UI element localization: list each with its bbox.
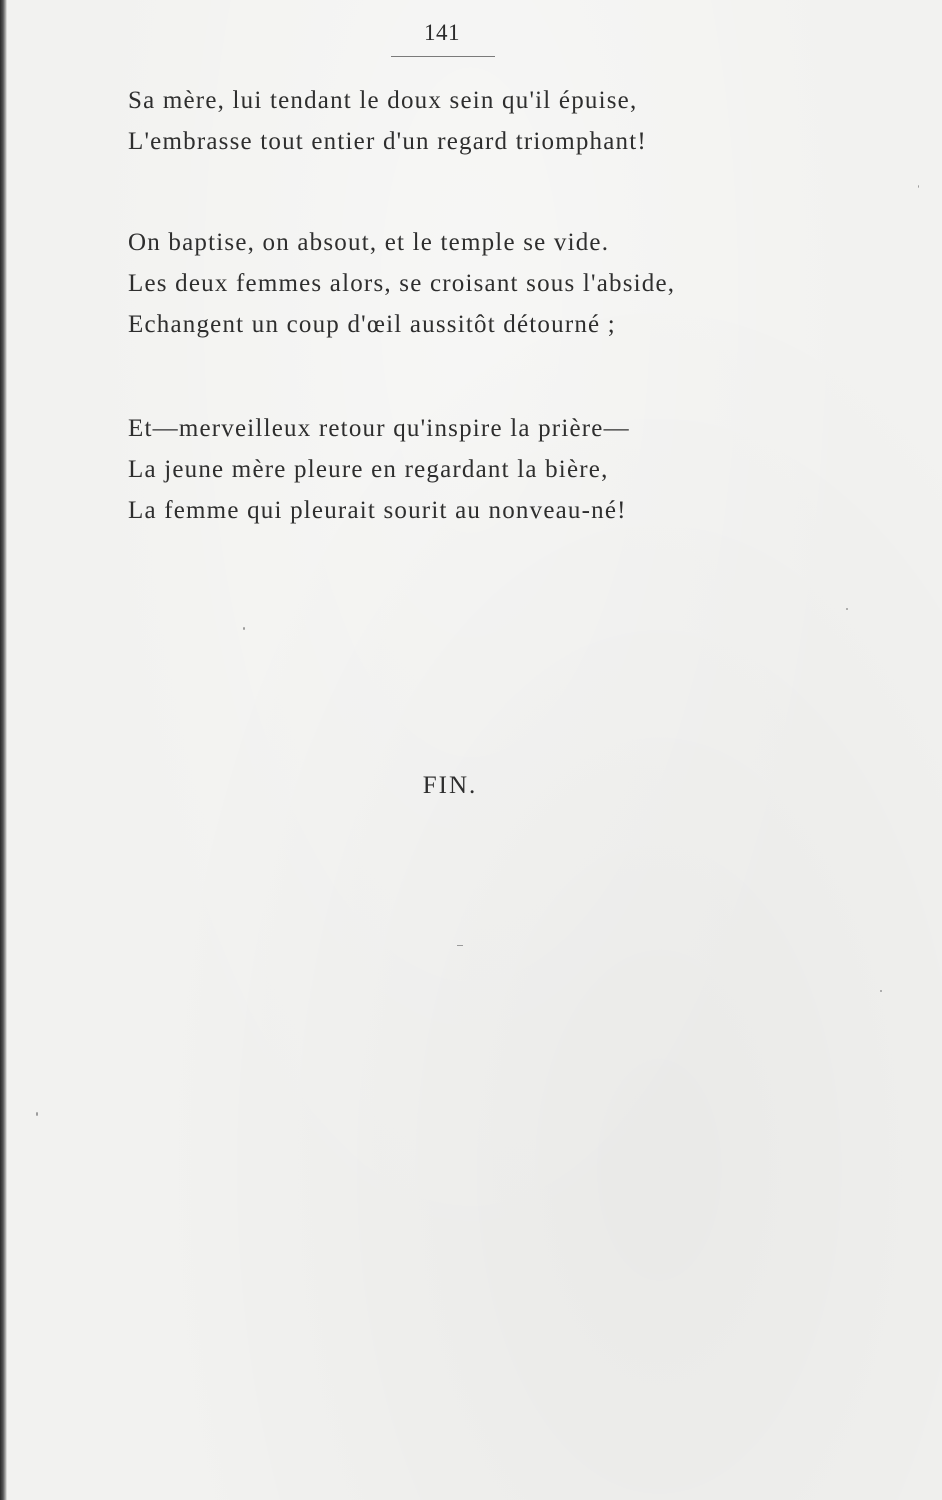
paper-speck [880, 990, 882, 992]
paper-speck [918, 185, 919, 188]
verse-line: La jeune mère pleure en regardant la bière, [128, 456, 609, 483]
verse-line: On baptise, on absout, et le temple se vide. [128, 229, 610, 256]
paper-speck [36, 1112, 38, 1116]
stanza-1 [128, 80, 848, 162]
paper-speck [846, 608, 848, 610]
verse-line: Sa mère, lui tendant le doux sein qu'il épuise, [128, 87, 638, 114]
page-number-rule [391, 56, 495, 57]
page-binding-edge [0, 0, 7, 1500]
verse-line: L'embrasse tout entier d'un regard triomphant! [128, 128, 647, 155]
verse-line: La femme qui pleurait sourit au nonveau-né! [128, 497, 627, 524]
paper-speck [457, 945, 463, 946]
verse-line: Et—merveilleux retour qu'inspire la prière— [128, 415, 630, 442]
verse-line: Les deux femmes alors, se croisant sous l'abside, [128, 270, 676, 297]
stanza-2 [128, 222, 848, 345]
paper-speck [243, 627, 245, 630]
page-number: 141 [424, 20, 460, 45]
ending-text: FIN. [422, 772, 478, 799]
verse-line: Echangent un coup d'œil aussitôt détourné ; [128, 311, 616, 338]
stanza-3 [128, 408, 848, 531]
